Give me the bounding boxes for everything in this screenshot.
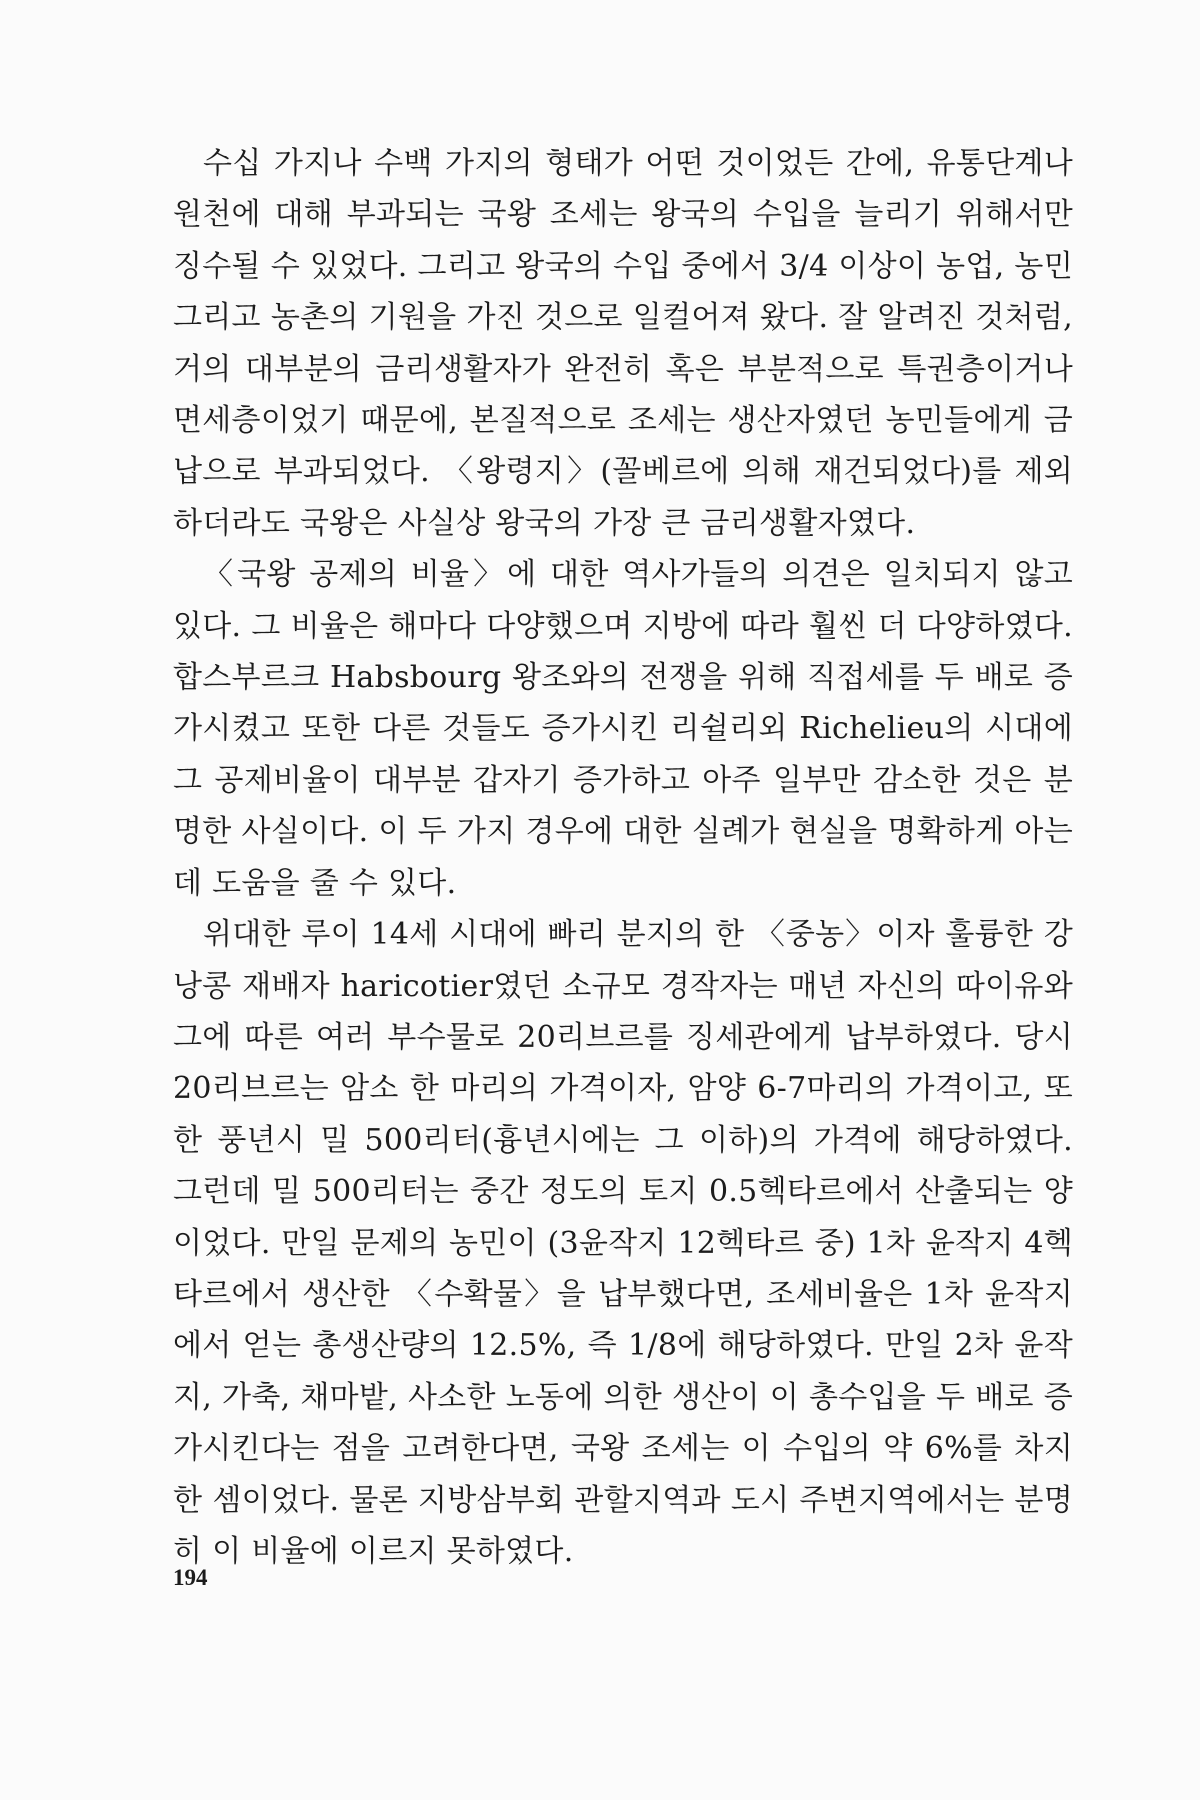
paragraph-example-farmer: 위대한 루이 14세 시대에 빠리 분지의 한 〈중농〉이자 훌륭한 강낭콩 재배자 haricotier였던 소규모 경작자는 매년 자신의 따이유와 그에 따른 여러 부수물로 20리브르를 징세관에게 납부하였다. 당시 20리브르는 암소 한 마리의 가격이자, 암양 6-7마리의 가격이고, 또한 풍년시 밀 500리터(흉년시에는 그 이하)의 가격에 해당하였다. 그런데 밀 500리터는 중간 정도의 토지 0.5헥타르에서 산출되는 양이었다. 만일 문제의 농민이 (3윤작지 12헥타르 중) 1차 윤작지 4헥타르에서 생산한 〈수확물〉을 납부했다면, 조세비율은 1차 윤작지에서 얻는 총생산량의 12.5%, 즉 1/8에 해당하였다. 만일 2차 윤작지, 가축, 채마밭, 사소한 노동에 의한 생산이 이 총수입을 두 배로 증가시킨다는 점을 고려한다면, 국왕 조세는 이 수입의 약 6%를 차지한 셈이었다. 물론 지방삼부회 관할지역과 도시 주변지역에서는 분명히 이 비율에 이르지 못하였다. — [173, 917, 1073, 1569]
paragraph-deduction-ratio: 〈국왕 공제의 비율〉에 대한 역사가들의 의견은 일치되지 않고 있다. 그 비율은 해마다 다양했으며 지방에 따라 훨씬 더 다양하였다. 합스부르크 Habsbourg 왕조와의 전쟁을 위해 직접세를 두 배로 증가시켰고 또한 다른 것들도 증가시킨 리쉴리외 Richelieu의 시대에 그 공제비율이 대부분 갑자기 증가하고 아주 일부만 감소한 것은 분명한 사실이다. 이 두 가지 경우에 대한 실례가 현실을 명확하게 아는 데 도움을 줄 수 있다. — [173, 557, 1073, 901]
paragraph-royal-taxes: 수십 가지나 수백 가지의 형태가 어떤 것이었든 간에, 유통단계나 원천에 대해 부과되는 국왕 조세는 왕국의 수입을 늘리기 위해서만 징수될 수 있었다. 그리고 왕국의 수입 중에서 3/4 이상이 농업, 농민 그리고 농촌의 기원을 가진 것으로 일컬어져 왔다. 잘 알려진 것처럼, 거의 대부분의 금리생활자가 완전히 혹은 부분적으로 특권층이거나 면세층이었기 때문에, 본질적으로 조세는 생산자였던 농민들에게 금납으로 부과되었다. 〈왕령지〉(꼴베르에 의해 재건되었다)를 제외하더라도 국왕은 사실상 왕국의 가장 큰 금리생활자였다. — [173, 146, 1073, 541]
page-number: 194 — [173, 1565, 208, 1590]
body-text — [173, 138, 1073, 1577]
